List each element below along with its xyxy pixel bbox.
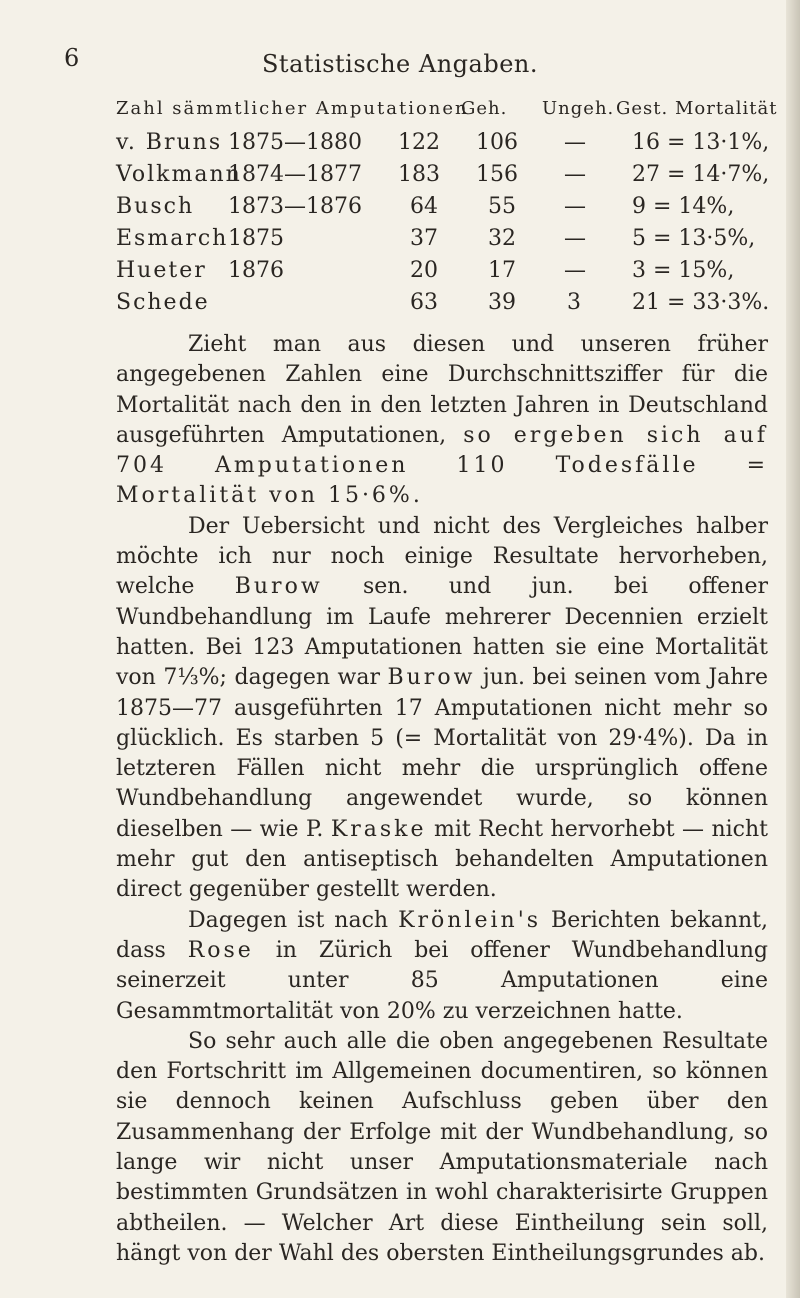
cell-healed: 106 [476, 130, 518, 155]
cell-name: Schede [116, 290, 210, 315]
cell-unhealed: — [564, 194, 586, 219]
cell-healed: 55 [488, 194, 516, 219]
page-number: 6 [64, 44, 80, 72]
author-name: Krönlein's [398, 907, 542, 933]
paragraph [116, 512, 768, 906]
cell-years: 1874—1877 [228, 162, 362, 187]
table-header [116, 98, 776, 130]
author-name: Burow [387, 665, 476, 691]
text-span: Dagegen ist nach [188, 907, 399, 933]
page-edge-shadow [786, 0, 800, 1298]
cell-unhealed: 3 [567, 290, 581, 315]
cell-name: Esmarch [116, 226, 229, 251]
cell-name: Hueter [116, 258, 207, 283]
cell-operations: 37 [410, 226, 438, 251]
cell-unhealed: — [564, 258, 586, 283]
cell-healed: 156 [476, 162, 518, 187]
paragraph [116, 1027, 768, 1269]
cell-healed: 32 [488, 226, 516, 251]
table-body [116, 130, 776, 322]
author-name: Rose [187, 937, 254, 963]
table-row [116, 130, 776, 162]
text-span: So sehr auch alle die oben angegebenen Resultate den Fortschritt im Allgemeinen documentiren, so können sie dennoch keinen Aufschluss geben über den Zusammenhang der Erfolge mit der Wundbehandlung, so lange wir nicht unser Amputationsmateriale nach bestimmten Grundsätzen in wohl charakterisirte Gruppen abtheilen. — Welcher Art diese Eintheilung sein soll, hängt von der Wahl des obersten Eintheilungsgrundes ab. [116, 1028, 768, 1266]
paragraph [116, 906, 768, 1027]
cell-unhealed: — [564, 162, 586, 187]
cell-mortality: 5 = 13·5%, [632, 226, 756, 251]
cell-years: 1875 [228, 226, 284, 251]
cell-operations: 183 [398, 162, 440, 187]
cell-mortality: 9 = 14%, [632, 194, 735, 219]
paragraph [116, 330, 768, 512]
table-row [116, 162, 776, 194]
cell-years: 1876 [228, 258, 284, 283]
cell-name: Volkmann [116, 162, 242, 187]
table-row [116, 226, 776, 258]
header-unhealed: Ungeh. [542, 98, 615, 119]
text-span: jun. bei seinen vom Jahre 1875—77 ausgeführten 17 Amputationen nicht mehr so glücklich. Es starben 5 (= Mortalität von 29·4%). Da in letzteren Fällen nicht mehr die ursprünglich offene Wundbehandlung angewendet wurde, so können dieselben — wie P. [116, 665, 768, 842]
author-name: Kraske [330, 816, 427, 842]
amputation-statistics-table [116, 98, 776, 322]
cell-operations: 64 [410, 194, 438, 219]
cell-mortality: 21 = 33·3%. [632, 290, 770, 315]
text-span: Berichten bekannt, dass [116, 907, 768, 963]
cell-unhealed: — [564, 226, 586, 251]
table-row [116, 290, 776, 322]
author-name: Burow [234, 574, 323, 600]
cell-name: Busch [116, 194, 195, 219]
cell-operations: 20 [410, 258, 438, 283]
running-head: Statistische Angaben. [261, 50, 538, 78]
cell-years: 1875—1880 [228, 130, 362, 155]
cell-healed: 39 [488, 290, 516, 315]
table-row [116, 258, 776, 290]
text-span: mit Recht hervorhebt — nicht mehr gut den antiseptisch behandelten Amputationen direct gegenüber gestellt werden. [116, 816, 769, 903]
text-span: Der Uebersicht und nicht des Vergleiches halber möchte ich nur noch einige Resultate hervorheben, welche [116, 513, 768, 600]
cell-healed: 17 [488, 258, 516, 283]
cell-name: v. Bruns [116, 130, 223, 155]
text-span: sen. und jun. bei offener Wundbehandlung im Laufe mehrerer Decennien erzielt hatten. Bei 123 Amputationen hatten sie eine Mortalität von 7⅓%; dagegen war [116, 574, 769, 691]
cell-operations: 122 [398, 130, 440, 155]
table-row [116, 194, 776, 226]
cell-mortality: 3 = 15%, [632, 258, 735, 283]
spaced-text: so ergeben sich auf 704 Amputationen 110 Todesfälle = Mortalität von 15·6%. [116, 422, 768, 509]
header-title: Zahl sämmtlicher Amputationen [116, 98, 469, 119]
text-span: Zieht man aus diesen und unseren früher angegebenen Zahlen eine Durchschnittsziffer für die Mortalität nach den in den letzten Jahren in Deutschland ausgeführten Amputationen, [116, 332, 768, 448]
cell-unhealed: — [564, 130, 586, 155]
cell-mortality: 16 = 13·1%, [632, 130, 770, 155]
header-healed: Geh. [461, 98, 508, 119]
cell-operations: 63 [410, 290, 438, 315]
body-text [116, 330, 768, 1269]
cell-years: 1873—1876 [228, 194, 362, 219]
text-span: in Zürich bei offener Wundbehandlung seinerzeit unter 85 Amputationen eine Gesammtmortalität von 20% zu verzeichnen hatte. [116, 937, 768, 1024]
cell-mortality: 27 = 14·7%, [632, 162, 770, 187]
header-mortality: Gest. Mortalität [616, 98, 778, 119]
